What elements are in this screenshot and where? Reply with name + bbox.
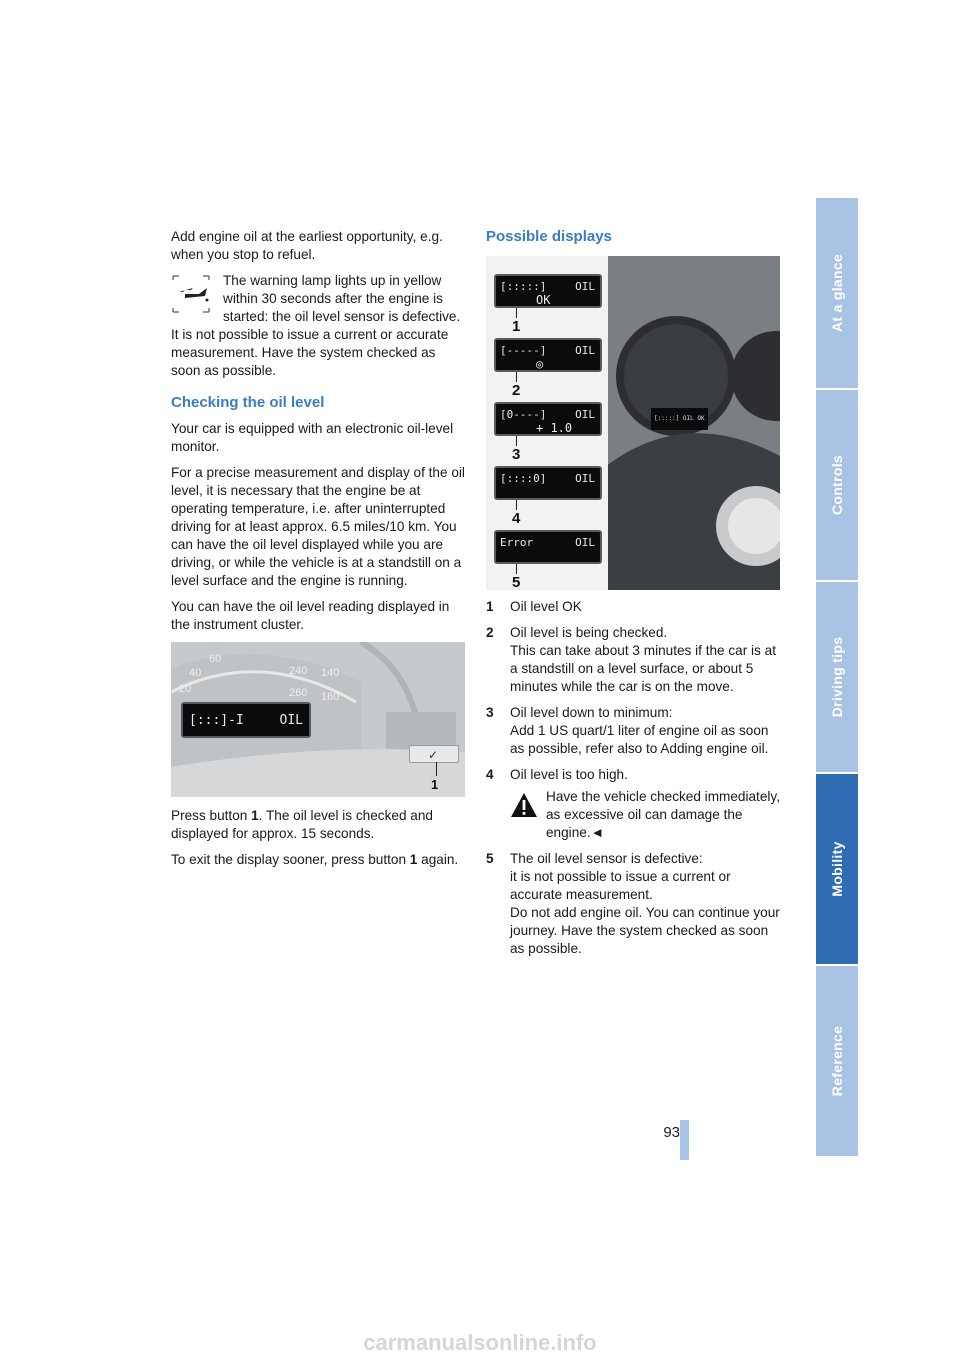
list-item: 1 Oil level OK bbox=[486, 599, 582, 614]
display-label-4: 4 bbox=[512, 510, 521, 527]
sidebar-tab-label: Reference bbox=[829, 1025, 845, 1097]
lcd-oil-text: OIL bbox=[575, 344, 595, 357]
sidebar-tab-label: Mobility bbox=[829, 841, 845, 897]
display-label-1: 1 bbox=[512, 318, 521, 335]
sidebar-tab-label: At a glance bbox=[829, 254, 845, 332]
lcd-sub-text: + 1.0 bbox=[536, 421, 573, 435]
page-number: 93 bbox=[663, 1124, 680, 1141]
chapter-sidebar bbox=[816, 198, 858, 1160]
label-leader-line bbox=[516, 372, 517, 382]
label-leader-line bbox=[516, 308, 517, 318]
warning-triangle-icon bbox=[510, 792, 538, 818]
page-number-bar bbox=[680, 1120, 689, 1160]
watermark: carmanualsonline.info bbox=[363, 1330, 597, 1355]
sidebar-tab-label: Controls bbox=[829, 455, 845, 515]
list-item: 2 Oil level is being checked. This can take about 3 minutes if the car is at a standstill on a level surface, or about 5 minutes while the car is on the move. bbox=[486, 625, 776, 694]
label-leader-line bbox=[516, 500, 517, 510]
sidebar-tab-reference[interactable] bbox=[816, 966, 858, 1156]
paragraph-monitor: Your car is equipped with an electronic oil-level monitor. bbox=[171, 421, 454, 454]
display-label-5: 5 bbox=[512, 574, 521, 590]
lcd-oil-text: OIL bbox=[575, 536, 595, 549]
display-lcd-3 bbox=[494, 402, 602, 436]
possible-displays-figure bbox=[486, 256, 780, 590]
display-legend-list bbox=[486, 598, 782, 958]
lcd-sub-text: OK bbox=[536, 293, 551, 307]
lcd-level-text: Error bbox=[500, 536, 534, 549]
intro-text: Add engine oil at the earliest opportunity, e.g. when you stop to refuel. bbox=[171, 229, 443, 262]
oil-check-button[interactable] bbox=[409, 745, 459, 763]
gauge-tick-260: 260 bbox=[289, 687, 308, 699]
gauge-tick-60: 60 bbox=[209, 653, 222, 665]
instrument-cluster-figure bbox=[171, 642, 465, 797]
gauge-tick-160: 160 bbox=[321, 691, 340, 703]
lcd-level-text: [-----] bbox=[500, 344, 547, 357]
button-check-icon: ✓ bbox=[428, 748, 439, 762]
display-label-3: 3 bbox=[512, 446, 521, 463]
display-lcd-5 bbox=[494, 530, 602, 564]
display-lcd-4 bbox=[494, 466, 602, 500]
sidebar-tab-driving-tips[interactable] bbox=[816, 582, 858, 772]
lcd-sub-text: ◎ bbox=[536, 357, 544, 371]
sidebar-tab-at-a-glance[interactable] bbox=[816, 198, 858, 388]
paragraph-precise: For a precise measurement and display of the oil level, it is necessary that the engine be at operating temperature, i.e. after uninterrupted driving for at least approx. 6.5 miles/10 km. You can have the oil level displayed while you are driving, or while the vehicle is at a standstill on a level surface and the engine is running. bbox=[171, 465, 465, 588]
list-item: 4 Oil level is too high. Have the vehicle checked immediately, as excessive oil can damage the engine.◄ bbox=[486, 766, 782, 842]
label-leader-line bbox=[436, 762, 437, 776]
exit-display-text: To exit the display sooner, press button 1 again. bbox=[171, 852, 459, 867]
sidebar-tab-label: Driving tips bbox=[829, 636, 845, 718]
lcd-level-text: [::::0] bbox=[500, 472, 547, 485]
display-lcd-1 bbox=[494, 274, 602, 308]
section-heading-displays: Possible displays bbox=[486, 228, 612, 245]
gauge-tick-240: 240 bbox=[289, 665, 308, 677]
oil-can-icon bbox=[171, 272, 211, 316]
label-leader-line bbox=[516, 436, 517, 446]
display-label-2: 2 bbox=[512, 382, 521, 399]
gauge-tick-40: 40 bbox=[189, 667, 202, 679]
gauge-tick-20: 20 bbox=[179, 683, 192, 695]
caution-note bbox=[510, 788, 782, 842]
warning-lamp-text: The warning lamp lights up in yellow within 30 seconds after the engine is started: the oil level sensor is defective. bbox=[223, 273, 461, 324]
paragraph-display: You can have the oil level reading displayed in the instrument cluster. bbox=[171, 599, 450, 632]
press-button-text: Press button 1. The oil level is checked and displayed for approx. 15 seconds. bbox=[171, 808, 433, 841]
not-possible-text: It is not possible to issue a current or accurate measurement. Have the system checked as soon as possible. bbox=[171, 327, 449, 378]
sidebar-tab-controls[interactable] bbox=[816, 390, 858, 580]
lcd-oil-text: OIL bbox=[575, 408, 595, 421]
sidebar-tab-mobility[interactable] bbox=[816, 774, 858, 964]
lcd-level-text: [:::::] bbox=[500, 280, 547, 293]
lcd-level-text: [0----] bbox=[500, 408, 547, 421]
lcd-oil-label: OIL bbox=[279, 713, 303, 728]
lcd-oil-text: OIL bbox=[575, 280, 595, 293]
lcd-level-bar: [:::]-I bbox=[189, 713, 244, 728]
gauge-tick-140: 140 bbox=[321, 667, 340, 679]
left-column bbox=[171, 228, 467, 877]
cluster-oil-display bbox=[181, 702, 311, 738]
section-heading-checking: Checking the oil level bbox=[171, 394, 325, 411]
list-item: 5 The oil level sensor is defective: it is not possible to issue a current or accurate measurement. Do not add engine oil. You can continue your journey. Have the system checked as soon as possible. bbox=[486, 851, 780, 956]
cluster-mini-lcd: [:::::] OIL OK bbox=[651, 408, 708, 430]
callout-label-1: 1 bbox=[431, 777, 439, 792]
display-lcd-2 bbox=[494, 338, 602, 372]
end-marker: ◄ bbox=[590, 825, 605, 840]
label-leader-line bbox=[516, 564, 517, 574]
lcd-oil-text: OIL bbox=[575, 472, 595, 485]
right-column bbox=[486, 228, 782, 966]
list-item: 3 Oil level down to minimum: Add 1 US quart/1 liter of engine oil as soon as possible, refer also to Adding engine oil. bbox=[486, 705, 769, 756]
caution-text: Have the vehicle checked immediately, as excessive oil can damage the engine. bbox=[546, 789, 780, 840]
warning-lamp-block bbox=[171, 272, 467, 326]
